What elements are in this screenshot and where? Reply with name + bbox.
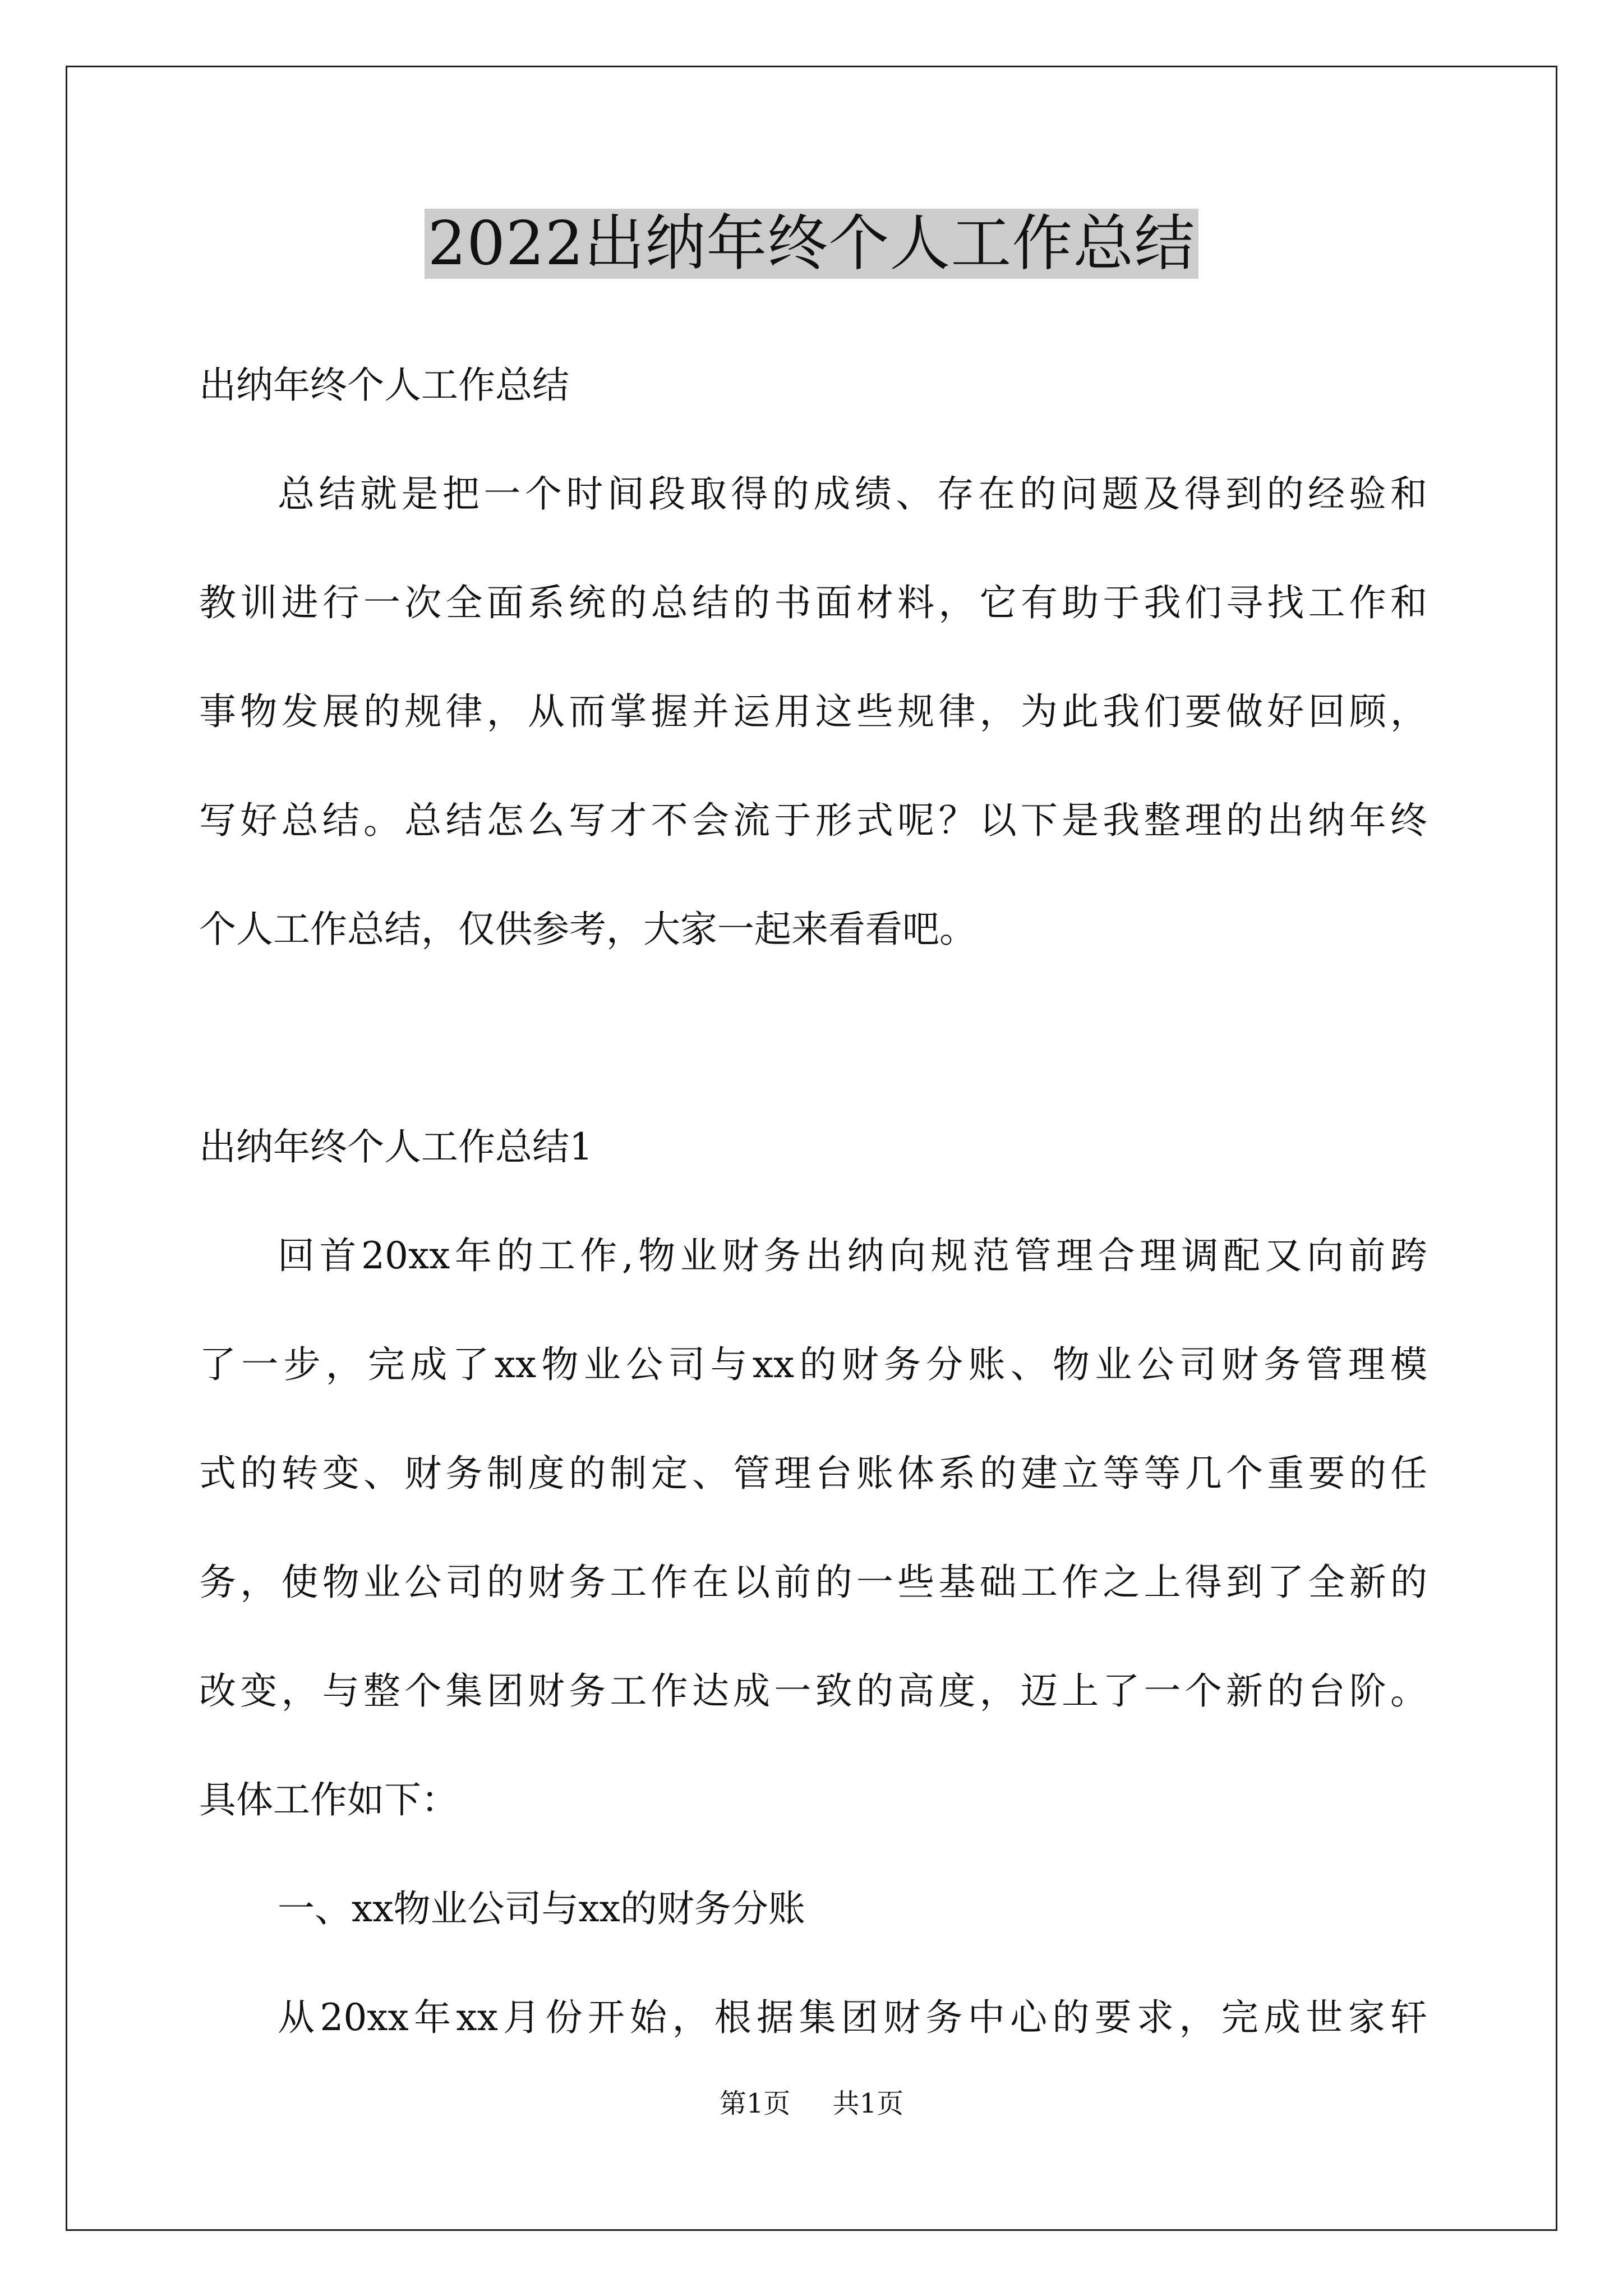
intro-line: 总结就是把一个时间段取得的成绩、存在的问题及得到的经验和 (278, 472, 1427, 516)
body-line: 式的转变、财务制度的制定、管理台账体系的建立等等几个重要的任 (199, 1452, 1427, 1495)
intro-line: 个人工作总结，仅供参考，大家一起来看看吧。 (199, 908, 976, 951)
subtitle: 出纳年终个人工作总结 (199, 364, 569, 407)
body-line: 具体工作如下： (199, 1778, 458, 1821)
page-number-total: 共1页 (832, 2088, 904, 2119)
body-line: 务，使物业公司的财务工作在以前的一些基础工作之上得到了全新的 (199, 1561, 1427, 1604)
page-footer (0, 2087, 1623, 2120)
page-number-current: 第1页 (719, 2088, 791, 2119)
intro-line: 写好总结。总结怎么写才不会流于形式呢？以下是我整理的出纳年终 (199, 799, 1427, 842)
intro-line: 教训进行一次全面系统的总结的书面材料，它有助于我们寻找工作和 (199, 581, 1427, 624)
document-title (0, 205, 1623, 283)
body-line: 从20xx年xx月份开始，根据集团财务中心的要求，完成世家轩 (278, 1996, 1427, 2039)
body-line: 回首20xx年的工作,物业财务出纳向规范管理合理调配又向前跨 (278, 1234, 1427, 1277)
subheading: 一、xx物业公司与xx的财务分账 (278, 1887, 805, 1930)
body-line: 改变，与整个集团财务工作达成一致的高度，迈上了一个新的台阶。 (199, 1669, 1427, 1713)
intro-line: 事物发展的规律，从而掌握并运用这些规律，为此我们要做好回顾， (199, 690, 1427, 733)
document-title-text: 2022出纳年终个人工作总结 (425, 209, 1199, 279)
body-line: 了一步，完成了xx物业公司与xx的财务分账、物业公司财务管理模 (199, 1343, 1427, 1386)
section-heading: 出纳年终个人工作总结1 (199, 1125, 593, 1168)
document-body (199, 331, 1427, 2072)
paragraph-gap (199, 984, 1427, 1093)
